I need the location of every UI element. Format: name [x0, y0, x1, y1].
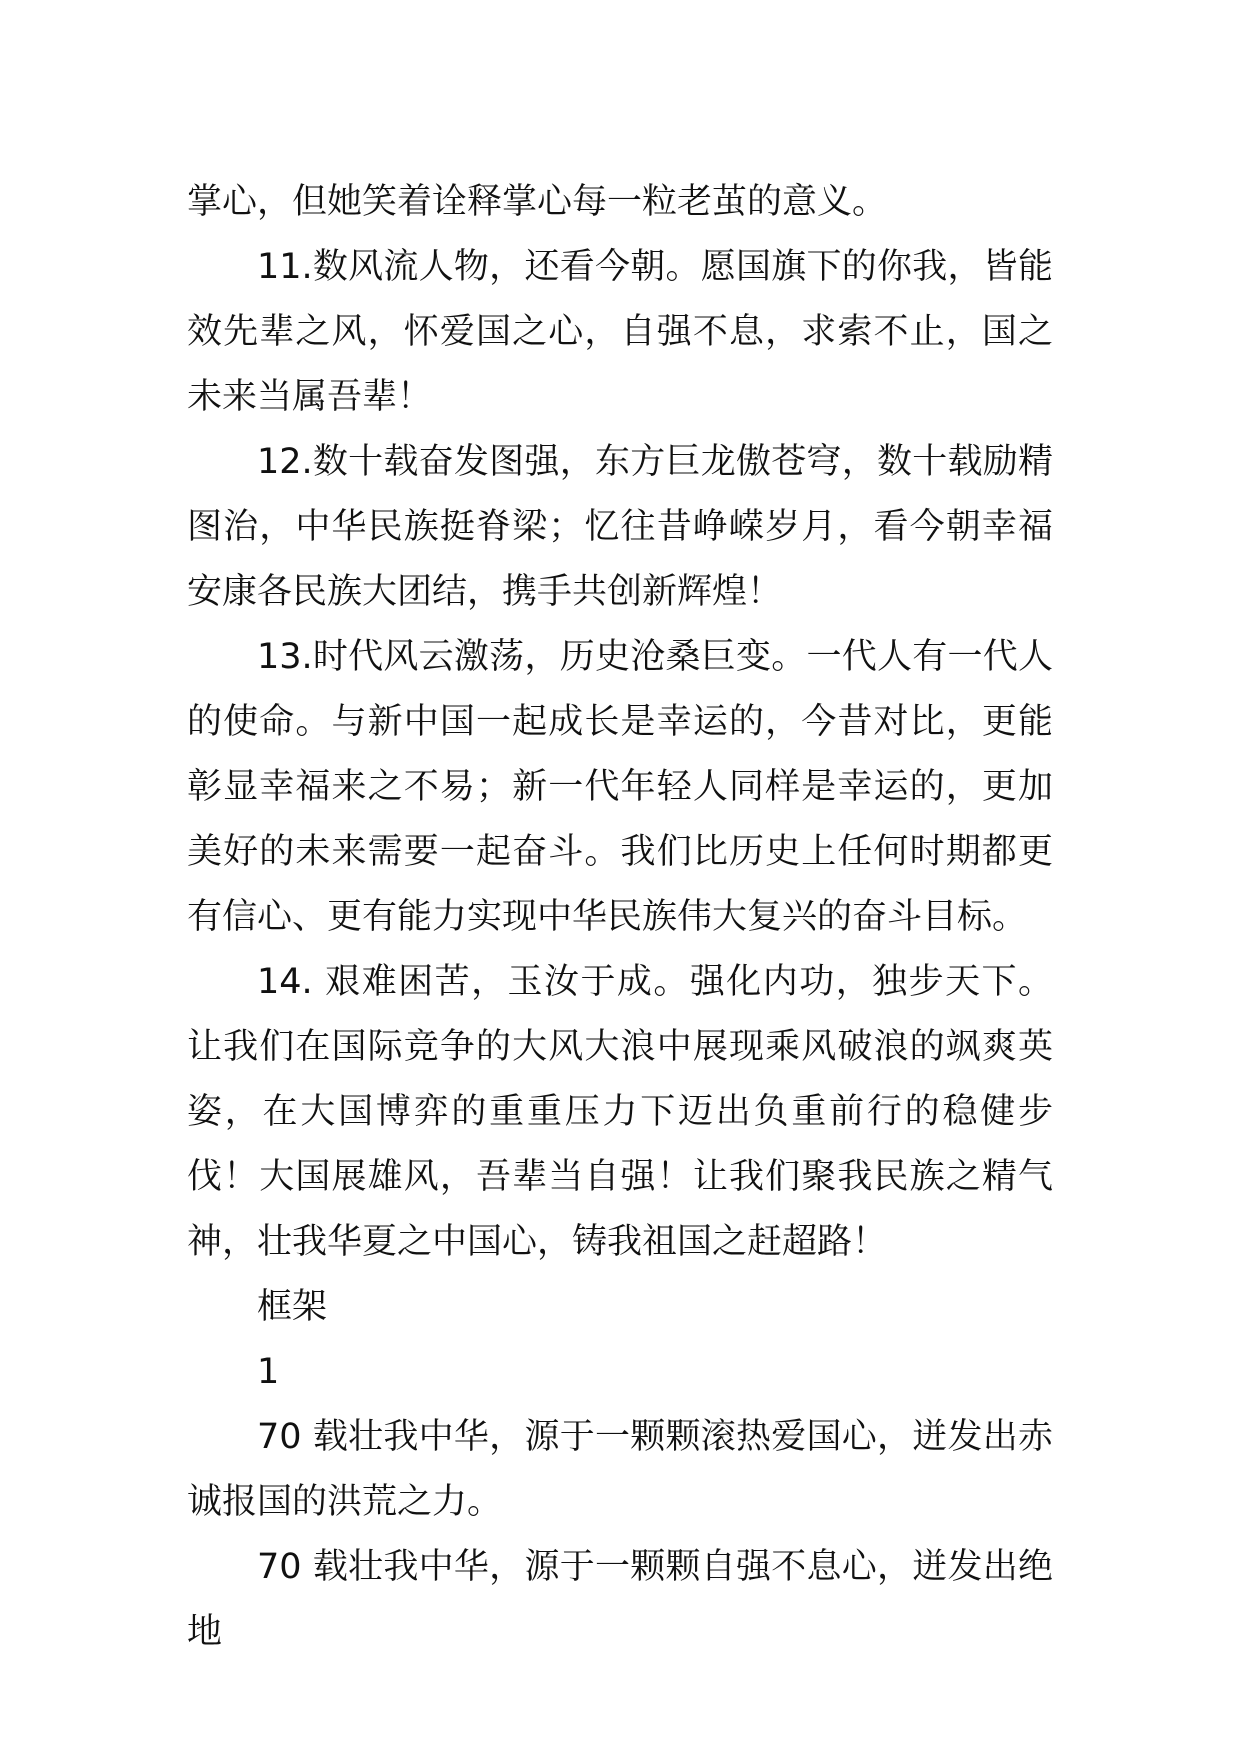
document-page: [187, 170, 1053, 1665]
section-number: 1: [257, 1352, 280, 1392]
paragraph-item-14: 14. 艰难困苦，玉汝于成。强化内功，独步天下。让我们在国际竞争的大风大浪中展现乘风破浪的飒爽英姿，在大国博弈的重重压力下迈出负重前行的稳健步伐！大国展雄风，吾辈当自强！让我们聚我民族之精气神，壮我华夏之中国心，铸我祖国之赶超路！: [187, 962, 1053, 1262]
paragraph-continuation: 掌心，但她笑着诠释掌心每一粒老茧的意义。: [187, 182, 888, 222]
paragraph-item-12: 12.数十载奋发图强，东方巨龙傲苍穹，数十载励精图治，中华民族挺脊梁；忆往昔峥嵘岁月，看今朝幸福安康各民族大团结，携手共创新辉煌！: [187, 442, 1053, 612]
paragraph-item-13: 13.时代风云激荡，历史沧桑巨变。一代人有一代人的使命。与新中国一起成长是幸运的，今昔对比，更能彰显幸福来之不易；新一代年轻人同样是幸运的，更加美好的未来需要一起奋斗。我们比历史上任何时期都更有信心、更有能力实现中华民族伟大复兴的奋斗目标。: [187, 637, 1053, 937]
paragraph-framework-2: 70 载壮我中华，源于一颗颗自强不息心，迸发出绝地: [187, 1547, 1053, 1652]
section-heading-framework: 框架: [257, 1287, 328, 1327]
paragraph-framework-1: 70 载壮我中华，源于一颗颗滚热爱国心，迸发出赤诚报国的洪荒之力。: [187, 1417, 1053, 1522]
paragraph-item-11: 11.数风流人物，还看今朝。愿国旗下的你我，皆能效先辈之风，怀爱国之心，自强不息，求索不止，国之未来当属吾辈！: [187, 247, 1053, 417]
